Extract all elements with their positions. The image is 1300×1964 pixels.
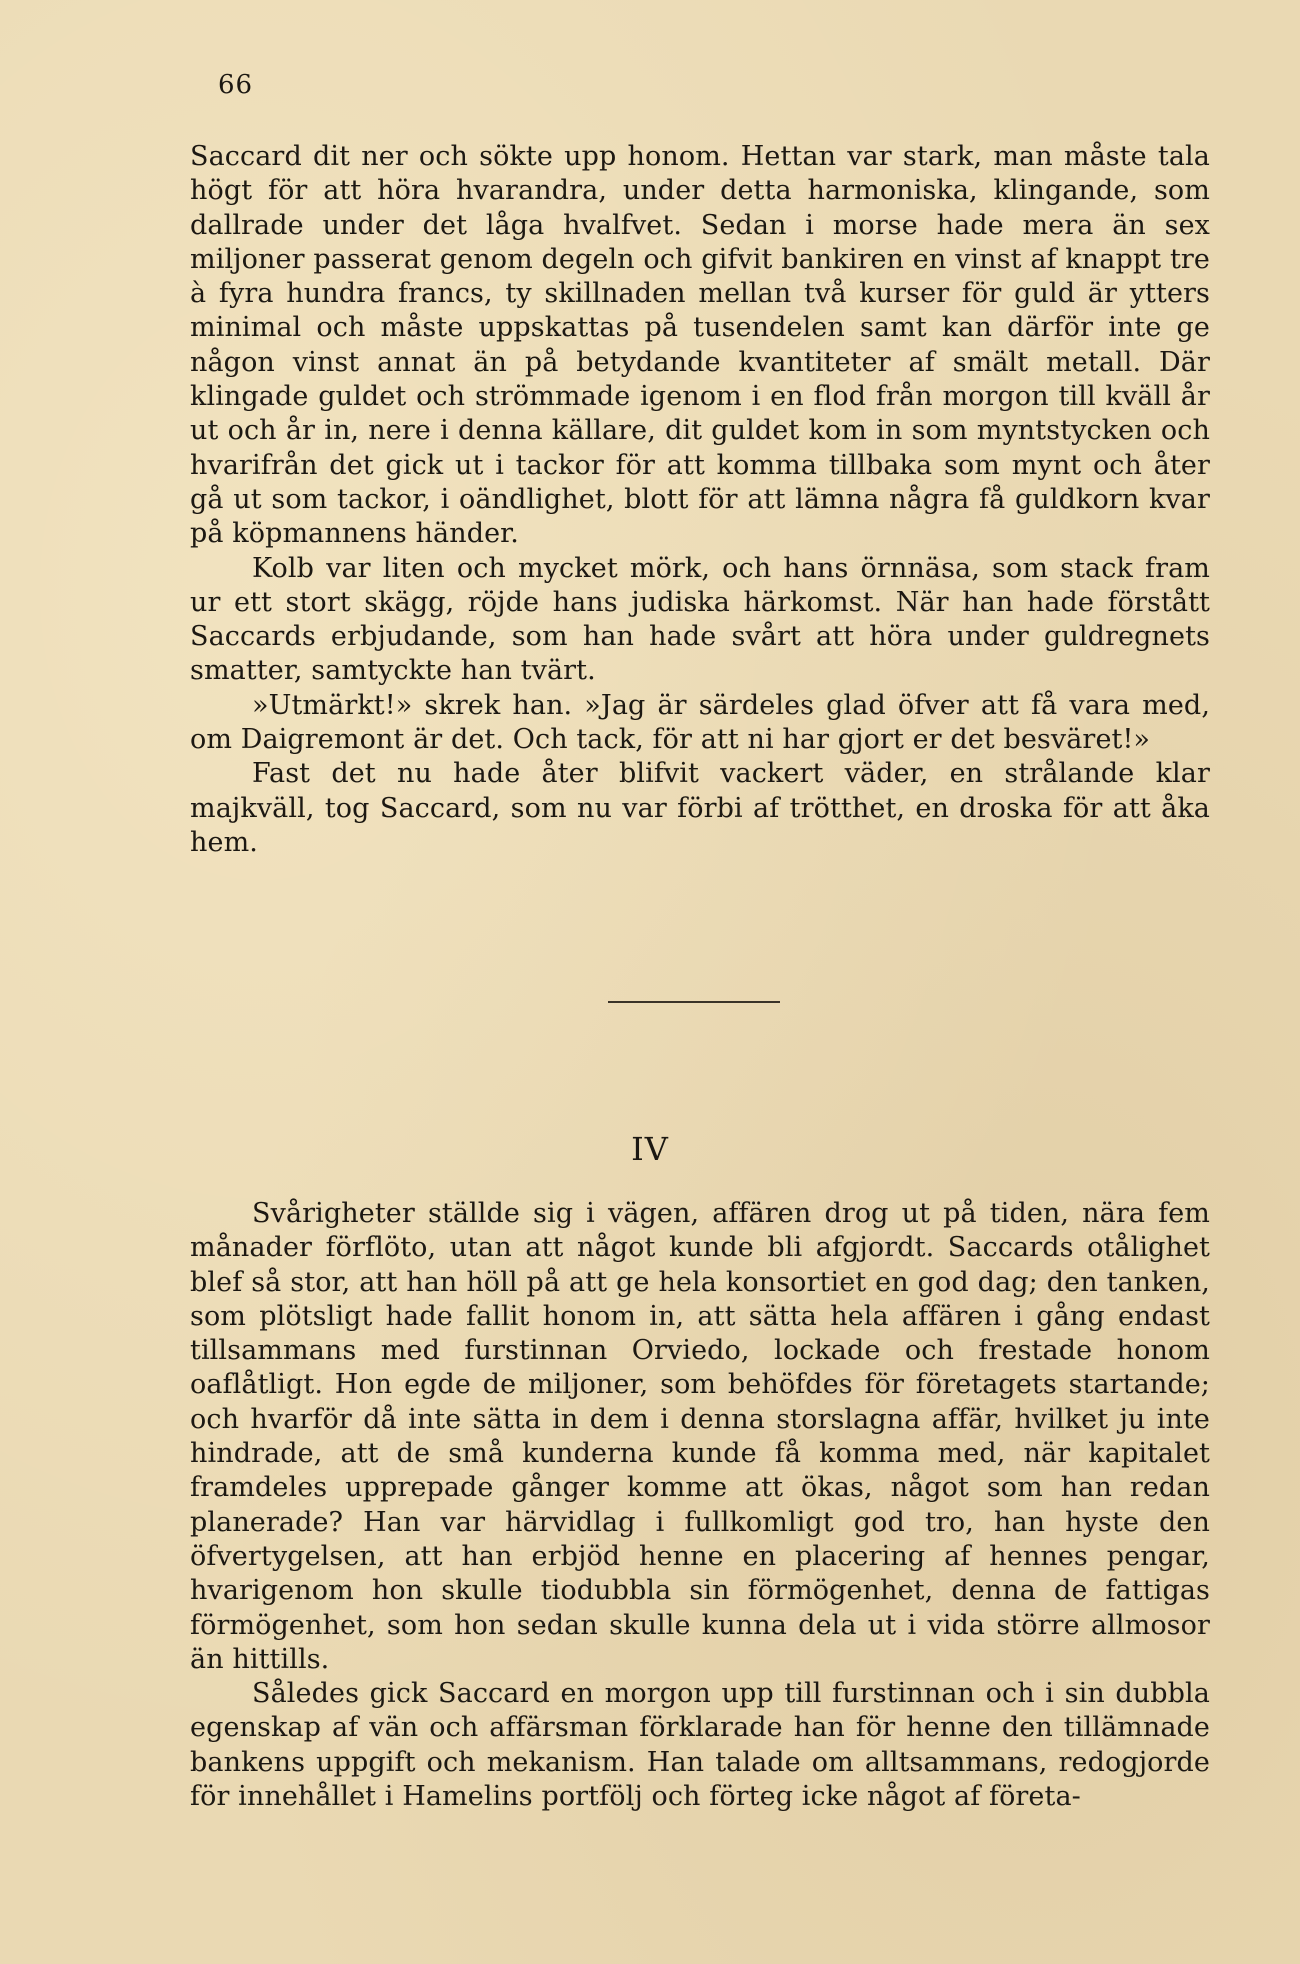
- paragraph: Fast det nu hade åter blifvit vackert väder, en strålande klar majkväll, tog Saccard, som nu var förbi af trötthet, en droska för att åka hem.: [190, 758, 1210, 858]
- paragraph: Således gick Saccard en morgon upp till furstinnan och i sin dubbla egenskap af vän och affärsman förklarade han för henne den tillämnade bankens uppgift och mekanism. Han talade om alltsammans, redogjorde för innehållet i Hamelins portfölj och förteg icke något af företa-: [190, 1678, 1210, 1813]
- chapter-heading: IV: [631, 1130, 669, 1168]
- body-text-upper: [190, 140, 1210, 860]
- page-number: 66: [218, 70, 254, 100]
- paragraph: Saccard dit ner och sökte upp honom. Hettan var stark, man måste tala högt för att höra hvarandra, under detta harmoniska, klingande, som dallrade under det låga hvalfvet. Sedan i morse hade mera än sex miljoner passerat genom degeln och gifvit bankiren en vinst af knappt tre à fyra hundra francs, ty skillnaden mellan två kurser för guld är ytters minimal och måste uppskattas på tusendelen samt kan därför inte ge någon vinst annat än på betydande kvantiteter af smält metall. Där klingade guldet och strömmade igenom i en flod från morgon till kväll år ut och år in, nere i denna källare, dit guldet kom in som myntstycken och hvarifrån det gick ut i tackor för att komma tillbaka som mynt och åter gå ut som tackor, i oändlighet, blott för att lämna några få guldkorn kvar på köpmannens händer.: [190, 141, 1210, 550]
- paragraph: »Utmärkt!» skrek han. »Jag är särdeles glad öfver att få vara med, om Daigremont är det. Och tack, för att ni har gjort er det besväret!»: [190, 689, 1210, 756]
- body-text-lower: [190, 1197, 1210, 1814]
- paragraph: Svårigheter ställde sig i vägen, affären drog ut på tiden, nära fem månader förflöto, utan att något kunde bli afgjordt. Saccards otålighet blef så stor, att han höll på att ge hela konsortiet en god dag; den tanken, som plötsligt hade fallit honom in, att sätta hela affären i gång endast tillsammans med furstinnan Orviedo, lockade och frestade honom oaflåtligt. Hon egde de miljoner, som behöfdes för företagets startande; och hvarför då inte sätta in dem i denna storslagna affär, hvilket ju inte hindrade, att de små kunderna kunde få komma med, när kapitalet framdeles upprepade gånger komme att ökas, något som han redan planerade? Han var härvidlag i fullkomligt god tro, han hyste den öfvertygelsen, att han erbjöd henne en placering af hennes pengar, hvarigenom hon skulle tiodubbla sin förmögenhet, denna de fattigas förmögenhet, som hon sedan skulle kunna dela ut i vida större allmosor än hittills.: [190, 1198, 1210, 1675]
- section-divider: [608, 1001, 780, 1003]
- paragraph: Kolb var liten och mycket mörk, och hans örnnäsa, som stack fram ur ett stort skägg, röjde hans judiska härkomst. När han hade förstått Saccards erbjudande, som han hade svårt att höra under guldregnets smatter, samtyckte han tvärt.: [190, 552, 1210, 687]
